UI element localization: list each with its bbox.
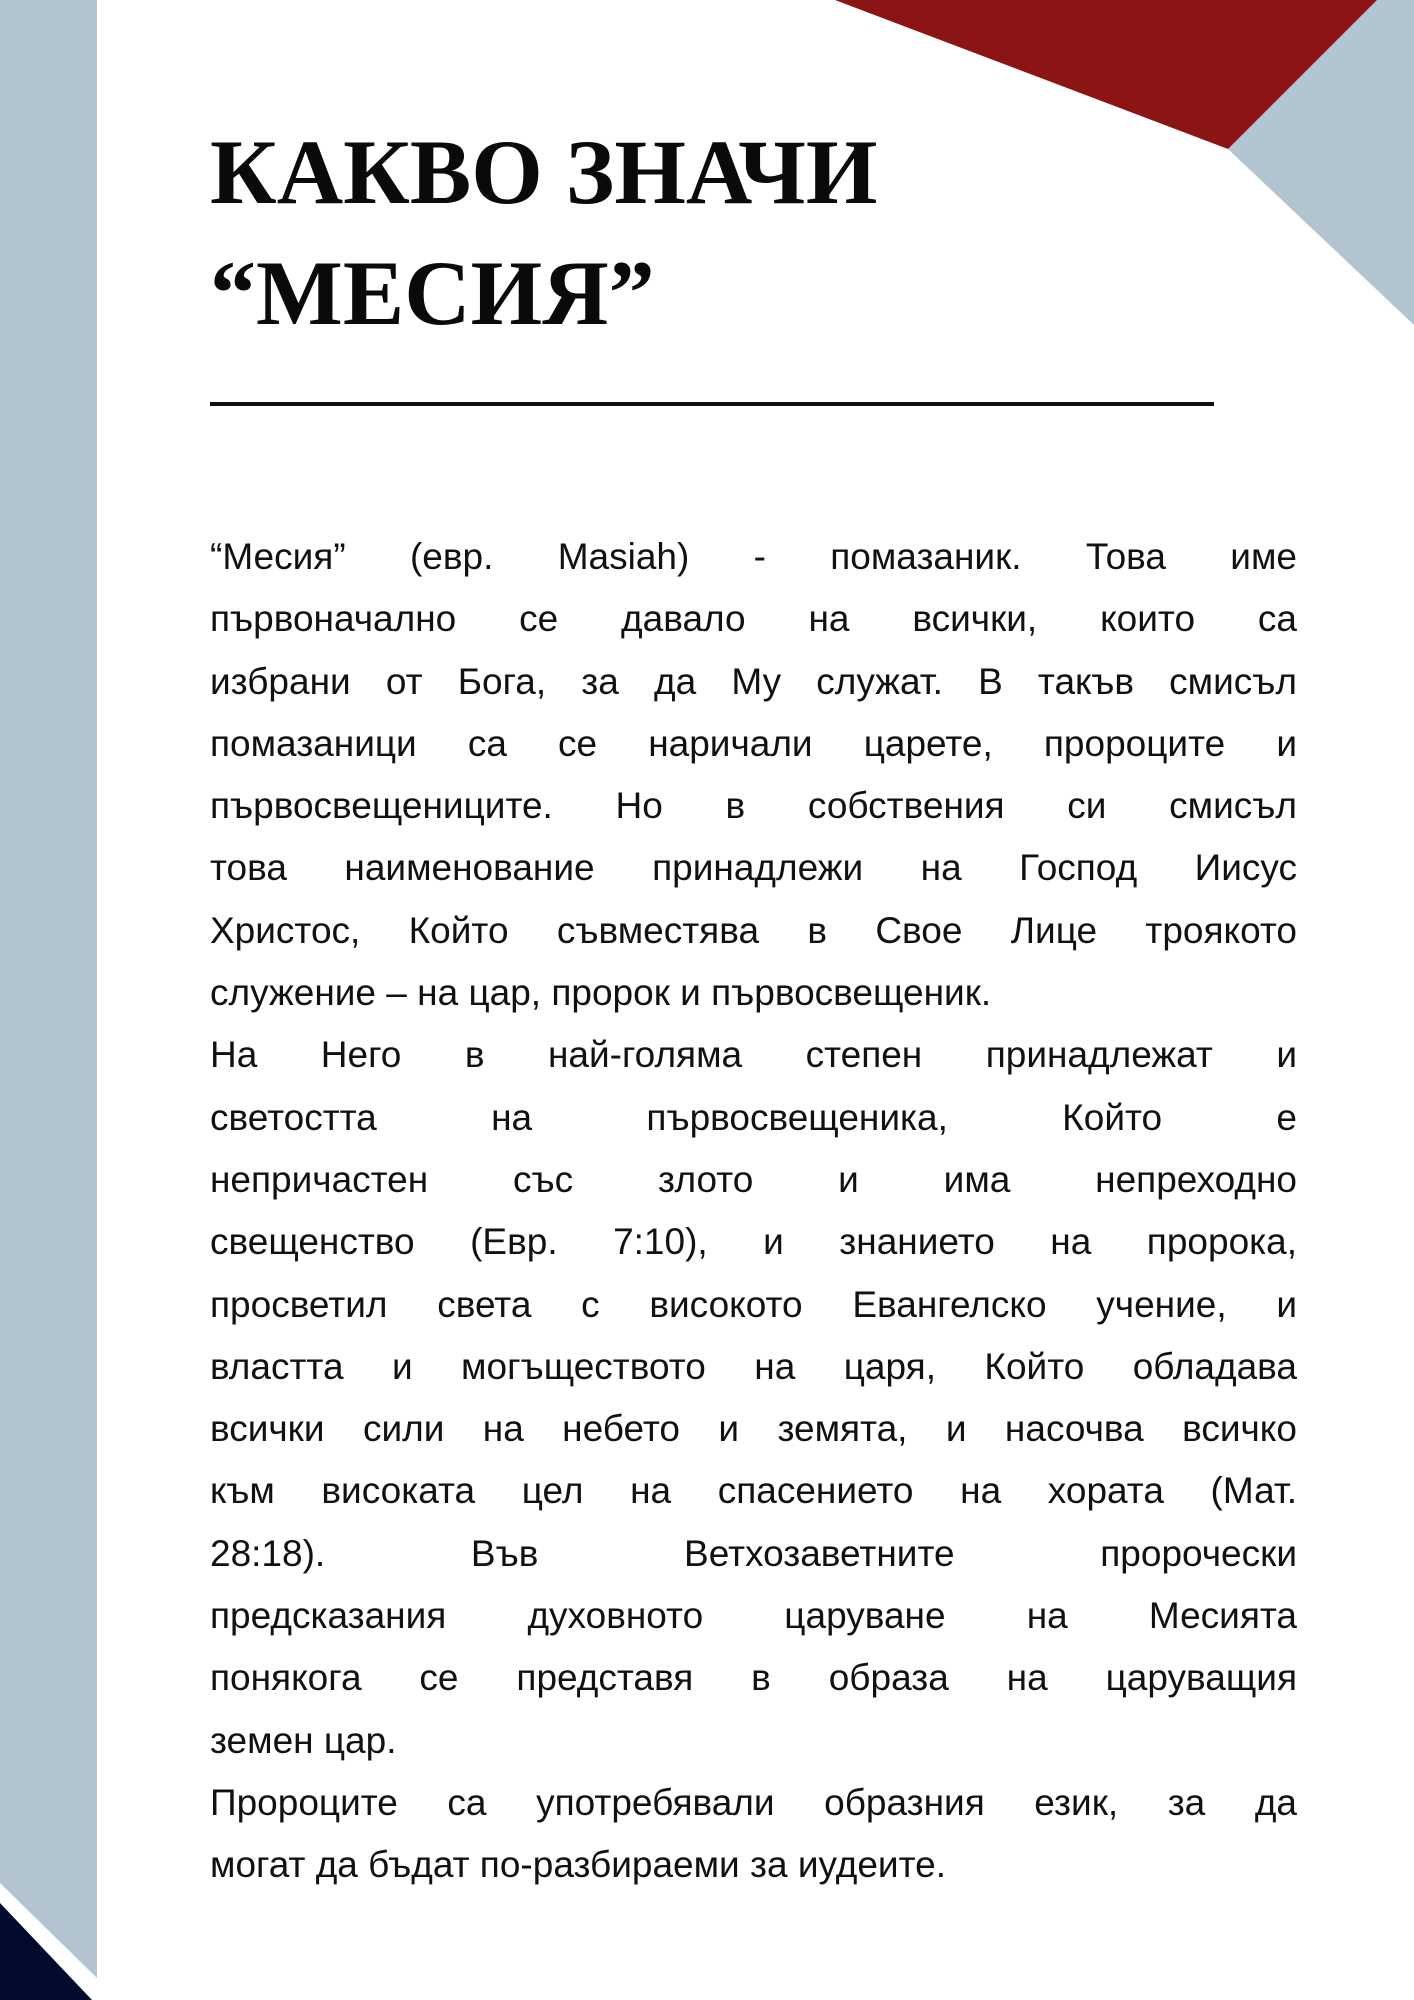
- text-line: служение – на цар, пророк и първосвещеник.: [210, 972, 992, 1014]
- title-line-2: “МЕСИЯ”: [210, 242, 655, 344]
- text-line: Пророците са употребявали образния език, за да: [210, 1781, 1297, 1823]
- title-line-1: КАКВО ЗНАЧИ: [210, 121, 878, 223]
- text-line: понякога се представя в образа на царуващия: [210, 1657, 1297, 1699]
- text-line: това наименование принадлежи на Господ Иисус: [210, 847, 1297, 889]
- page-title: [210, 112, 1210, 354]
- text-line: непричастен със злото и има непреходно: [210, 1158, 1297, 1200]
- text-line: Христос, Който съвместява в Свое Лице троякото: [210, 909, 1297, 951]
- text-line: “Месия” (евр. Masiah) - помазаник. Това име: [210, 536, 1297, 577]
- text-line: На Него в най-голяма степен принадлежат и: [210, 1034, 1297, 1076]
- text-line: към високата цел на спасението на хората (Мат.: [210, 1470, 1297, 1512]
- text-line: 28:18). Във Ветхозаветните пророчески: [210, 1532, 1297, 1574]
- body-text: [210, 526, 1297, 1897]
- text-line: просветил света с високото Евангелско учение, и: [210, 1283, 1297, 1325]
- text-line: предсказания духовното царуване на Месията: [210, 1595, 1297, 1637]
- text-line: свещенство (Евр. 7:10), и знанието на пророка,: [210, 1221, 1297, 1263]
- text-line: избрани от Бога, за да Му служат. В такъв смисъл: [210, 660, 1297, 702]
- text-line: първоначално се давало на всички, които са: [210, 598, 1297, 640]
- title-divider: [210, 402, 1214, 406]
- text-line: първосвещениците. Но в собствения си смисъл: [210, 785, 1297, 827]
- text-line: властта и могъществото на царя, Който обладава: [210, 1345, 1297, 1387]
- text-line: земен цар.: [210, 1719, 397, 1761]
- text-line: могат да бъдат по-разбираеми за иудеите.: [210, 1844, 946, 1886]
- text-line: всички сили на небето и земята, и насочва всичко: [210, 1408, 1297, 1450]
- text-line: светостта на първосвещеника, Който е: [210, 1096, 1297, 1138]
- text-line: помазаници са се наричали царете, пророците и: [210, 722, 1297, 764]
